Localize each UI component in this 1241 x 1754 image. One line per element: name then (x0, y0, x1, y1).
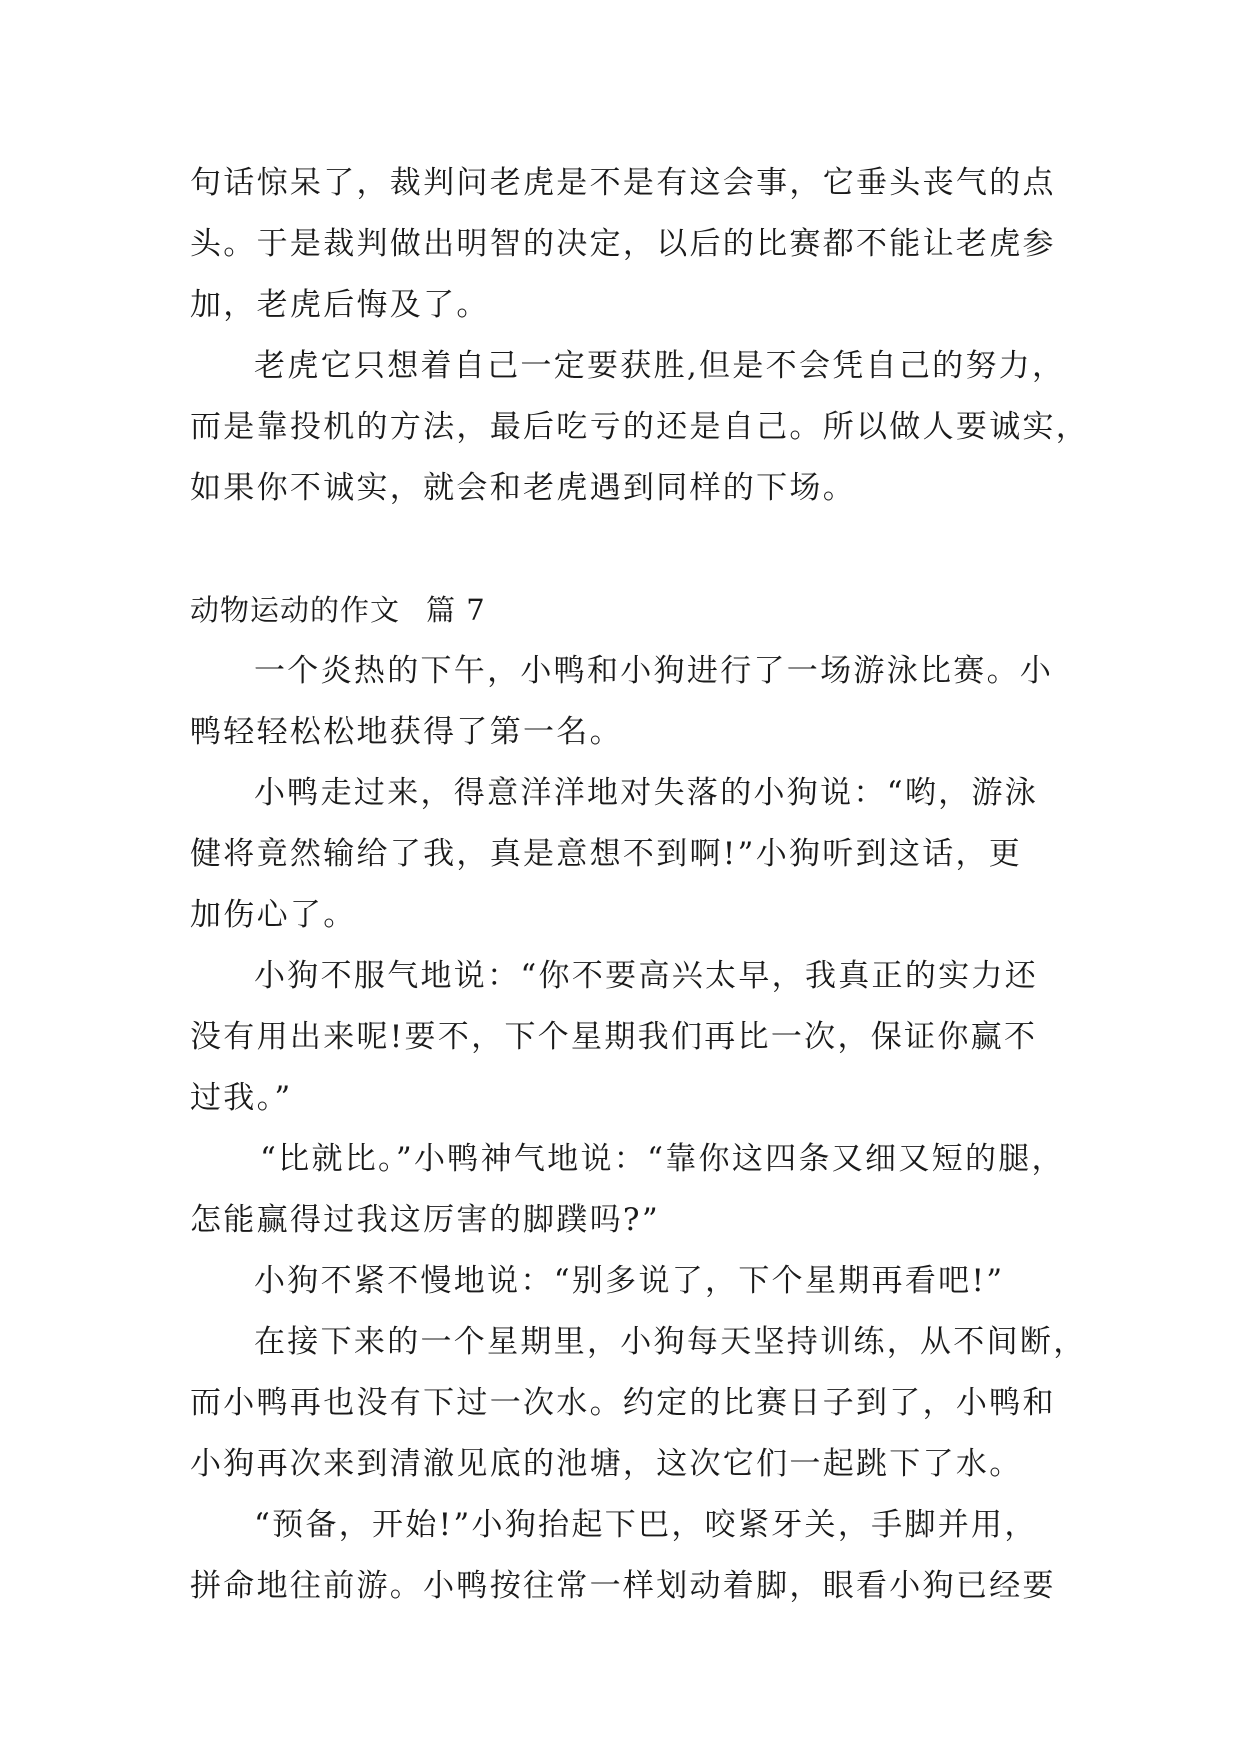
text-line: 在接下来的一个星期里，小狗每天坚持训练，从不间断， (254, 1324, 1087, 1360)
text-line: 没有用出来呢!要不，下个星期我们再比一次，保证你赢不 (190, 1019, 1038, 1055)
text-line: 小鸭走过来，得意洋洋地对失落的小狗说：“哟，游泳 (254, 775, 1039, 811)
conclusion-paragraph (190, 336, 1090, 519)
text-line: 而小鸭再也没有下过一次水。约定的比赛日子到了，小鸭和 (190, 1385, 1056, 1421)
text-line: “预备，开始!”小狗抬起下巴，咬紧牙关，手脚并用， (254, 1507, 1038, 1543)
paragraph (190, 1251, 1070, 1312)
text-line: 小狗再次来到清澈见底的池塘，这次它们一起跳下了水。 (190, 1446, 1023, 1482)
text-line: 拼命地往前游。小鸭按往常一样划动着脚，眼看小狗已经要 (190, 1568, 1056, 1604)
text-line: 如果你不诚实，就会和老虎遇到同样的下场。 (190, 470, 856, 506)
text-line: 一个炎热的下午，小鸭和小狗进行了一场游泳比赛。小 (254, 653, 1054, 689)
section-label: 篇 7 (426, 593, 486, 627)
paragraph (190, 1495, 1070, 1617)
paragraph (190, 1129, 1070, 1251)
text-line: “比就比。”小鸭神气地说：“靠你这四条又细又短的腿， (260, 1141, 1065, 1177)
paragraph (190, 763, 1070, 946)
section-title: 动物运动的作文 (190, 593, 401, 627)
paragraph (190, 946, 1070, 1129)
text-line: 句话惊呆了，裁判问老虎是不是有这会事，它垂头丧气的点 (190, 165, 1056, 201)
paragraph (190, 1312, 1087, 1495)
text-line: 而是靠投机的方法，最后吃亏的还是自己。所以做人要诚实， (190, 409, 1090, 445)
text-line: 怎能赢得过我这厉害的脚蹼吗?” (190, 1202, 660, 1238)
text-line: 小狗不服气地说：“你不要高兴太早，我真正的实力还 (254, 958, 1039, 994)
text-line: 鸭轻轻松松地获得了第一名。 (190, 714, 623, 750)
text-line: 小狗不紧不慢地说：“别多说了，下个星期再看吧!” (254, 1263, 1005, 1299)
continued-paragraph (190, 153, 1070, 336)
paragraph (190, 641, 1070, 763)
text-line: 健将竟然输给了我，真是意想不到啊!”小狗听到这话，更 (190, 836, 1023, 872)
text-line: 老虎它只想着自己一定要获胜,但是不会凭自己的努力， (254, 348, 1066, 384)
text-line: 加，老虎后悔及了。 (190, 287, 490, 323)
text-line: 过我。” (190, 1080, 293, 1116)
text-line: 加伤心了。 (190, 897, 357, 933)
text-line: 头。于是裁判做出明智的决定，以后的比赛都不能让老虎参 (190, 226, 1056, 262)
document-body (190, 153, 1090, 1617)
section-heading (190, 580, 1070, 641)
